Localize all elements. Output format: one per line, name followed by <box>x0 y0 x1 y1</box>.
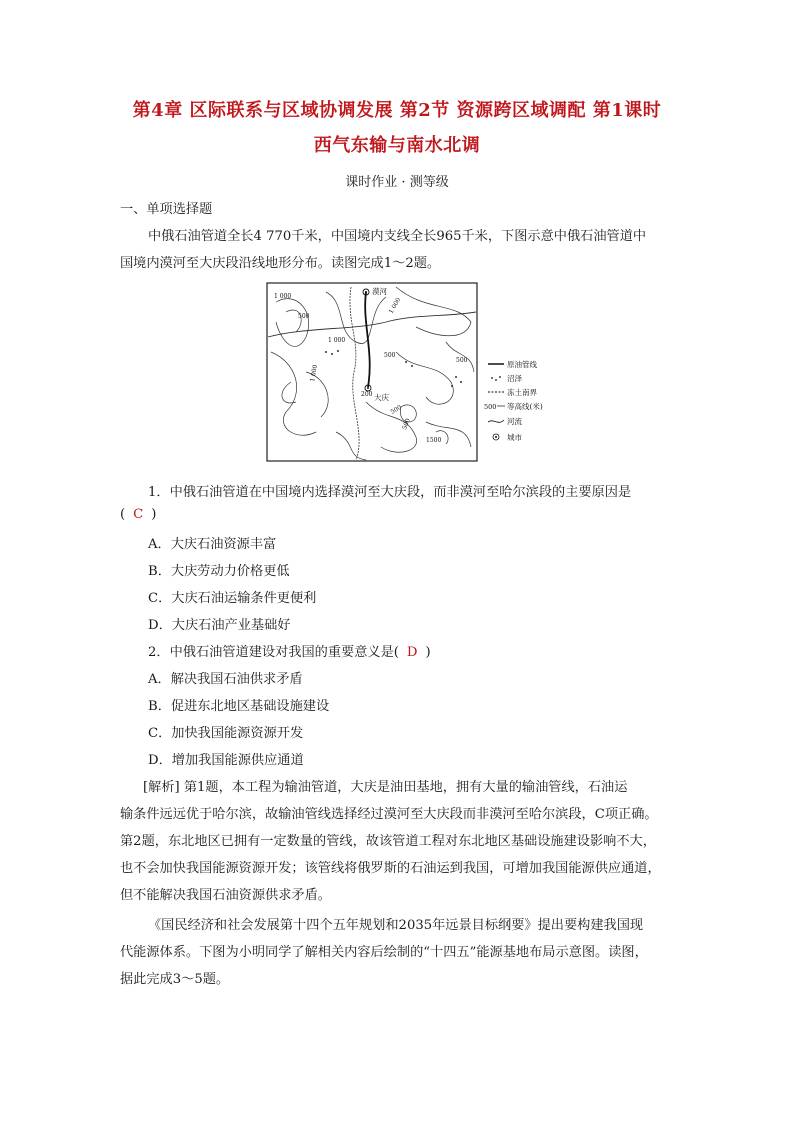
contour-label: 500 <box>384 352 396 359</box>
q2-option-c: C．加快我国能源资源开发 <box>148 726 304 741</box>
contour-label: 1 000 <box>387 296 403 315</box>
legend-swamp: 沼泽 <box>507 374 522 383</box>
q2-stem-line <box>148 641 431 660</box>
section2-line-2: 代能源体系。下图为小明同学了解相关内容后绘制的“十四五”能源基地布局示意图。读图， <box>120 945 648 960</box>
legend-river-symbol <box>488 420 504 422</box>
page-title-line2: 西气东输与南水北调 <box>313 135 481 156</box>
intro-line-1: 中俄石油管道全长4 770千米，中国境内支线全长965千米，下图示意中俄石油管道中 <box>148 229 647 244</box>
contour-label: 500 <box>298 313 310 320</box>
q2-stem: 2．中俄石油管道建设对我国的重要意义是( <box>148 645 399 660</box>
legend-permafrost: 冻土南界 <box>507 388 537 397</box>
legend-pipeline: 原油管线 <box>507 360 537 369</box>
intro-line-2: 国境内漠河至大庆段沿线地形分布。读图完成1～2题。 <box>120 256 441 271</box>
page-subtitle: 课时作业 · 测等级 <box>345 175 449 190</box>
contour-label: 1 000 <box>309 364 319 383</box>
q1-option-c: C．大庆石油运输条件更便利 <box>148 591 317 606</box>
q1-answer: C <box>133 507 144 522</box>
contour-label: 1 000 <box>274 293 292 300</box>
q2-option-b: B．促进东北地区基础设施建设 <box>148 699 330 714</box>
analysis-line-3: 第2题，东北地区已拥有一定数量的管线，故该管道工程对东北地区基础设施建设影响不大， <box>120 834 656 849</box>
contour-label: 500 <box>401 417 412 431</box>
contour-label: 1 000 <box>328 337 346 344</box>
label-daqing: 大庆 <box>374 393 389 402</box>
q1-answer-bracket <box>120 507 156 522</box>
paren-open: ( <box>120 507 126 522</box>
contour-label: 200 <box>361 391 373 398</box>
paren-close: ) <box>425 645 431 660</box>
contour-label: 500 <box>389 403 403 416</box>
analysis-line-2: 输条件远远优于哈尔滨，故输油管线选择经过漠河至大庆段而非漠河至哈尔滨段，C项正确。 <box>120 807 658 822</box>
paren-close: ) <box>151 507 157 522</box>
analysis-line-4: 也不会加快我国能源资源开发；该管线将俄罗斯的石油运到我国，可增加我国能源供应通道， <box>120 861 661 876</box>
legend-river: 河流 <box>507 417 522 426</box>
analysis-line-1: [解析] 第1题，本工程为输油管道，大庆是油田基地，拥有大量的输油管线，石油运 <box>143 780 628 795</box>
section-heading: 一、单项选择题 <box>120 202 213 217</box>
page-title-line1: 第4章 区际联系与区域协调发展 第2节 资源跨区域调配 第1课时 <box>132 100 662 121</box>
pipeline-terrain-map <box>266 282 566 464</box>
contour-label: 1500 <box>426 437 442 444</box>
q1-option-b: B．大庆劳动力价格更低 <box>148 564 290 579</box>
legend-city: 城市 <box>507 433 522 442</box>
label-mohe: 漠河 <box>372 287 387 296</box>
q2-option-a: A．解决我国石油供求矛盾 <box>148 672 303 687</box>
legend-contour-value: 500 <box>484 403 497 411</box>
q1-stem: 1．中俄石油管道在中国境内选择漠河至大庆段，而非漠河至哈尔滨段的主要原因是 <box>148 485 632 500</box>
analysis-line-5: 但不能解决我国石油资源供求矛盾。 <box>120 888 331 903</box>
section2-line-1: 《国民经济和社会发展第十四个五年规划和2035年远景目标纲要》提出要构建我国现 <box>148 918 644 933</box>
section2-line-3: 据此完成3～5题。 <box>120 972 230 987</box>
map-frame <box>267 283 477 461</box>
map-legend <box>484 359 543 442</box>
q1-option-d: D．大庆石油产业基础好 <box>148 618 291 633</box>
legend-swamp-symbol <box>491 376 501 381</box>
q2-answer: D <box>406 645 418 660</box>
legend-contour: 等高线(米) <box>507 402 543 411</box>
q1-option-a: A．大庆石油资源丰富 <box>148 537 277 552</box>
q2-option-d: D．增加我国能源供应通道 <box>148 753 304 768</box>
contour-label: 500 <box>456 357 468 364</box>
